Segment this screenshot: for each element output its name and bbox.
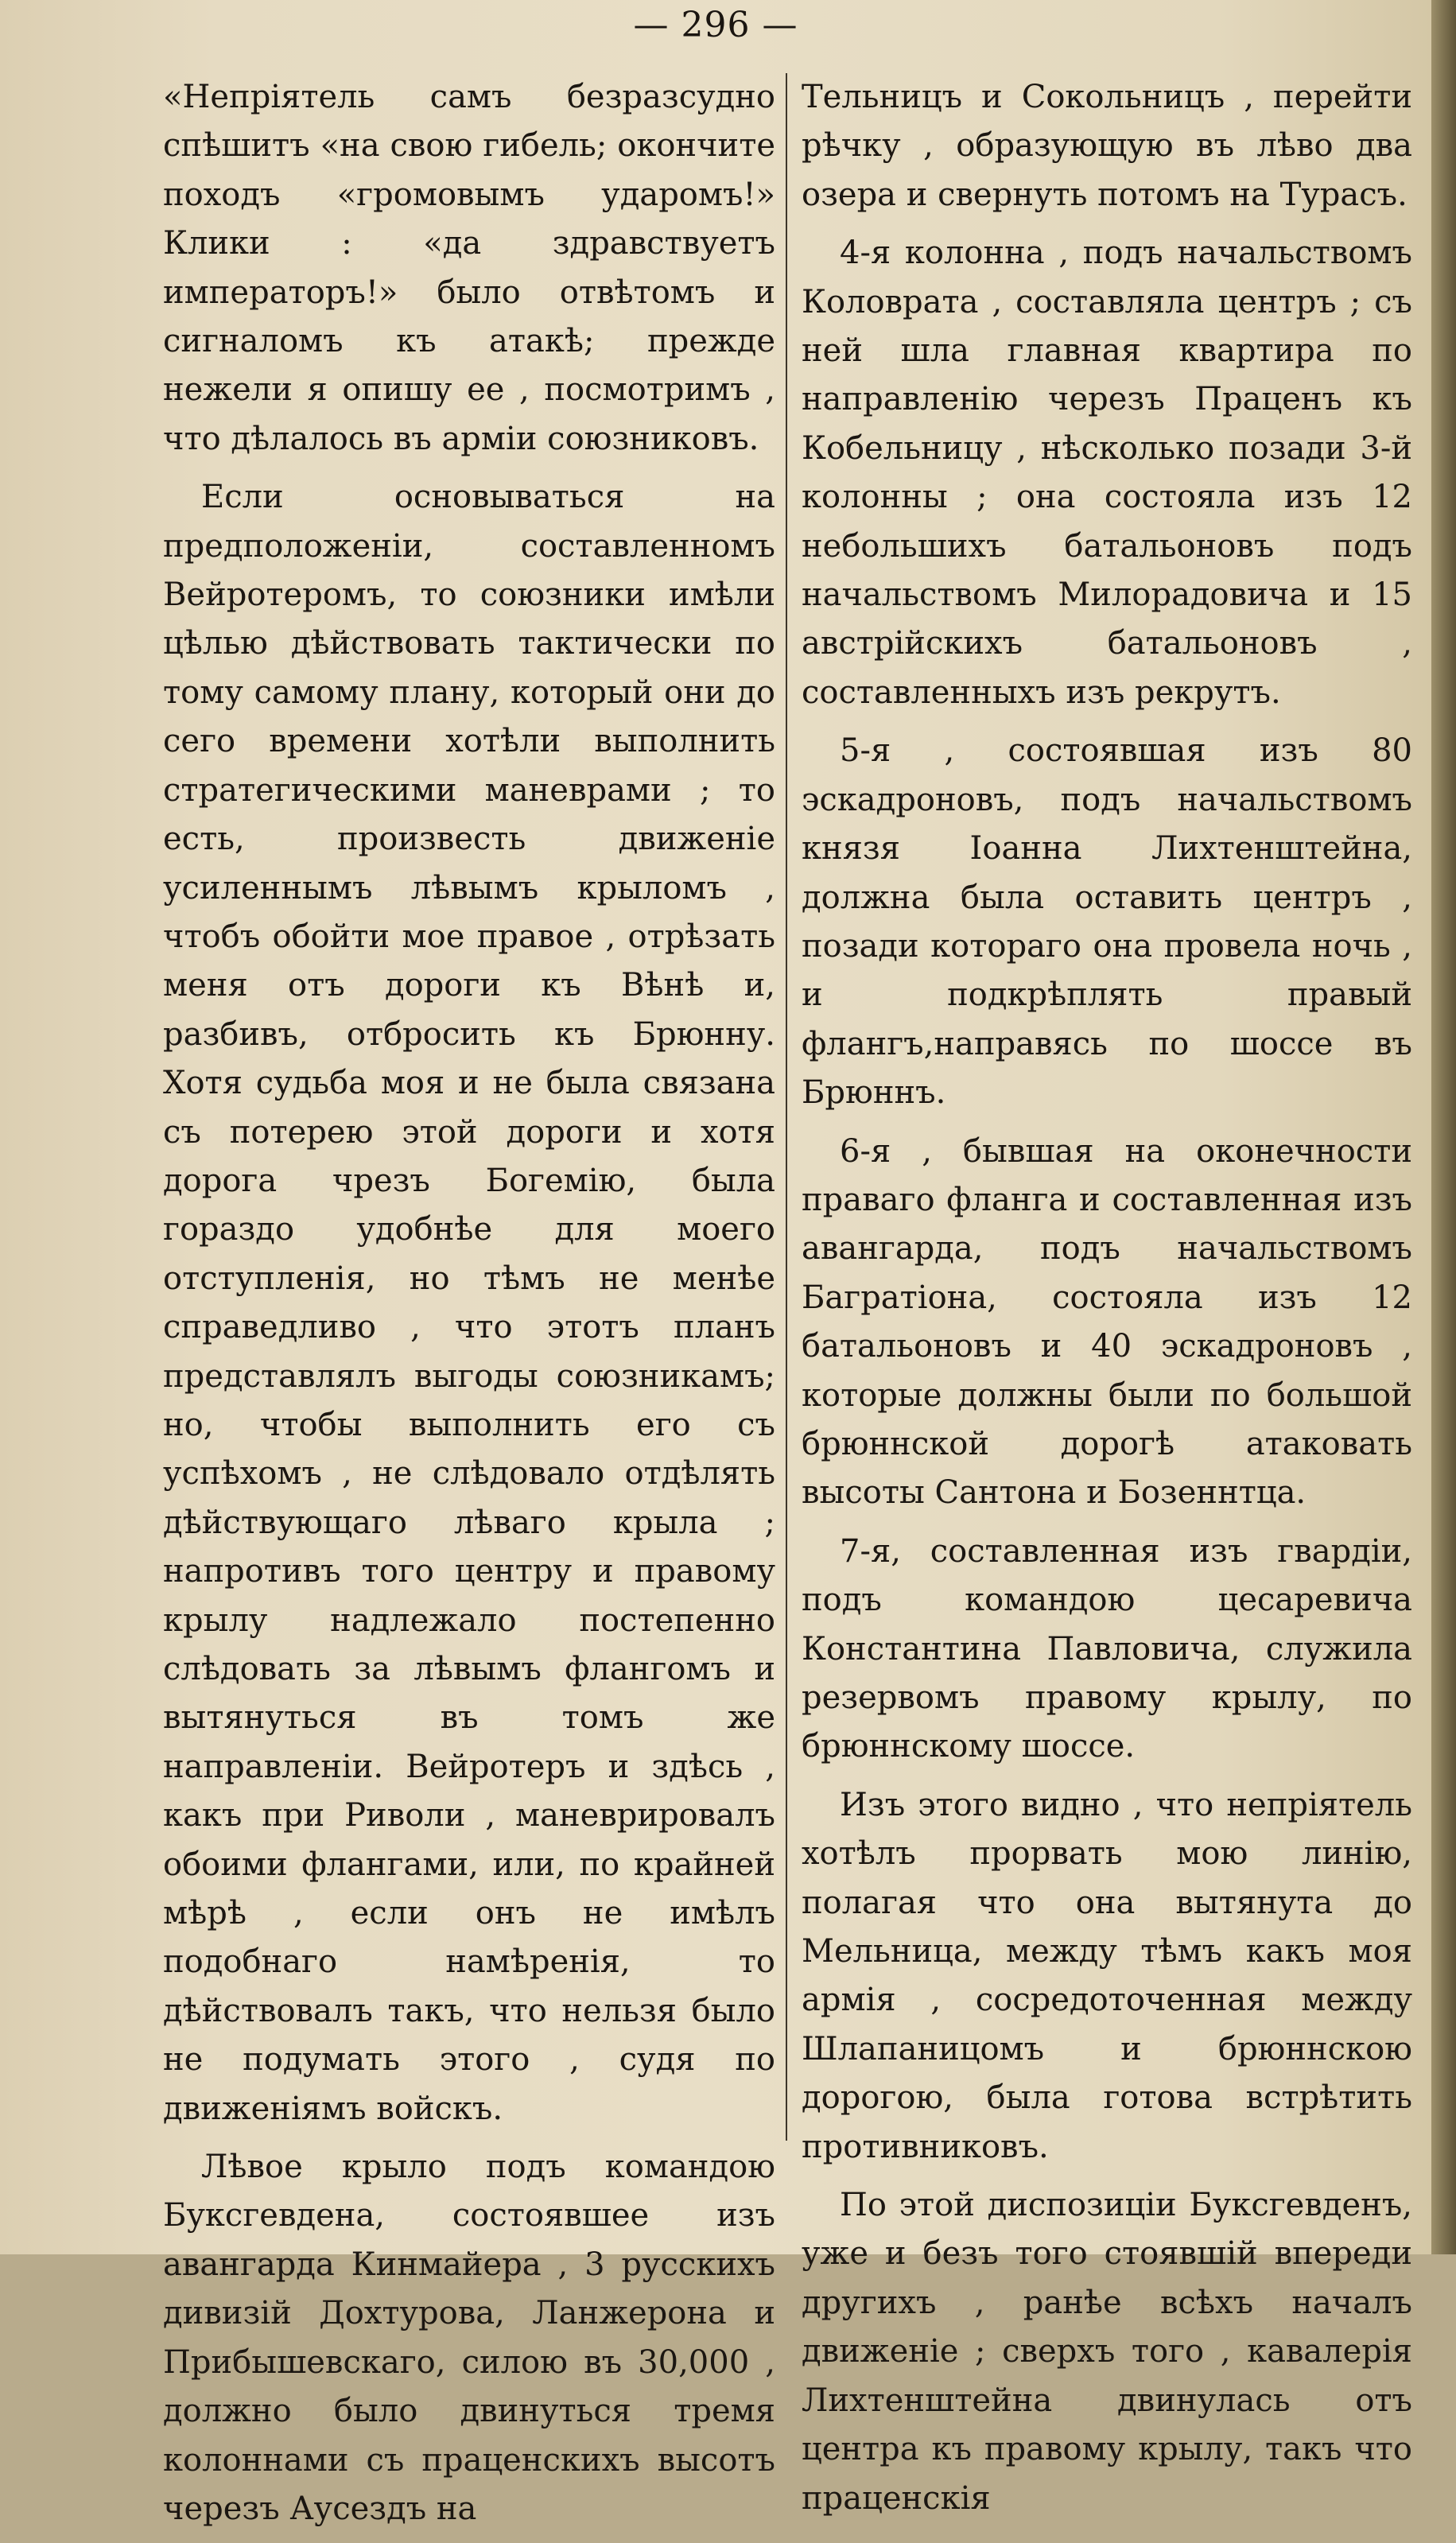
paragraph: 4-я колонна , подъ начальствомъ Коловрата , составляла центръ ; съ ней шла главная квартира по направленію черезъ Праценъ къ Кобельницу , нѣсколько позади 3-й колонны ; она состояла изъ 12 небольшихъ батальоновъ подъ начальствомъ Милорадовича и 15 австрійскихъ батальоновъ , составленныхъ изъ рекрутъ. — [802, 235, 1412, 711]
paragraph: «Непріятель самъ безразсудно спѣшитъ «на свою гибель; окончите походъ «громовымъ ударомъ!» Клики : «да здравствуетъ императоръ!» было отвѣтомъ и сигналомъ къ атакѣ; прежде нежели я опишу ее , посмотримъ , что дѣлалось въ арміи союзниковъ. — [163, 79, 775, 457]
book-spine-edge — [1431, 0, 1456, 2254]
paragraph: Изъ этого видно , что непріятель хотѣлъ прорвать мою линію, полагая что она вытянута до Мельница, между тѣмъ какъ моя армія , сосредоточенная между Шлапаницомъ и брюннскою дорогою, была готова встрѣтить противниковъ. — [802, 1786, 1412, 2165]
right-column — [802, 73, 1412, 2533]
paragraph: Тельницъ и Сокольницъ , перейти рѣчку , образующую въ лѣво два озера и свернуть потомъ на Турасъ. — [802, 79, 1412, 213]
paragraph: По этой диспозиціи Буксгевденъ, уже и безъ того стоявшій впереди другихъ , ранѣе всѣхъ началъ движеніе ; сверхъ того , кавалерія Лихтенштейна двинулась отъ центра къ правому крылу, такъ что праценскія — [802, 2187, 1412, 2517]
page-number: — 296 — — [633, 5, 798, 45]
column-divider — [786, 73, 787, 2141]
paragraph: Если основываться на предположеніи, составленномъ Вейротеромъ, то союзники имѣли цѣлью дѣйствовать тактически по тому самому плану, который они до сего времени хотѣли выполнить стратегическими маневрами ; то есть, произвесть движеніе усиленнымъ лѣвымъ крыломъ , чтобъ обойти мое правое , отрѣзать меня отъ дороги къ Вѣнѣ и, разбивъ, отбросить къ Брюнну. Хотя судьба моя и не была связана съ потерею этой дороги и хотя дорога чрезъ Богемію, была гораздо удобнѣе для моего отступленія, но тѣмъ не менѣе справедливо , что этотъ планъ представлялъ выгоды союзникамъ; но, чтобы выполнить его съ успѣхомъ , не слѣдовало отдѣлять дѣйствующаго лѣваго крыла ; напротивъ того центру и правому крылу надлежало постепенно слѣдовать за лѣвымъ флангомъ и вытянуться въ томъ же направленіи. Вейротеръ и здѣсь , какъ при Риволи , маневрировалъ обоими флангами, или, по крайней мѣрѣ , если онъ не имѣлъ подобнаго намѣренія, то дѣйствовалъ такъ, что нельзя было не подумать этого , судя по движеніямъ войскъ. — [163, 479, 775, 2127]
paragraph: Лѣвое крыло подъ командою Буксгевдена, состоявшее изъ авангарда Кинмайера , 3 русскихъ дивизій Дохтурова, Ланжерона и Прибышевскаго, силою въ 30,000 , должно было двинуться тремя колоннами съ праценскихъ высотъ черезъ Аусездъ на — [163, 2149, 775, 2527]
paragraph: 6-я , бывшая на оконечности праваго фланга и составленная изъ авангарда, подъ начальствомъ Багратіона, состояла изъ 12 батальоновъ и 40 эскадроновъ , которые должны были по большой брюннской дорогѣ атаковать высоты Сантона и Бозеннтца. — [802, 1132, 1412, 1512]
paragraph: 5-я , состоявшая изъ 80 эскадроновъ, подъ начальствомъ князя Іоанна Лихтенштейна, должна была оставить центръ , позади котораго она провела ночь , и подкрѣплять правый флангъ,направясь по шоссе въ Брюннъ. — [802, 732, 1412, 1112]
left-column — [163, 73, 775, 2543]
paragraph: 7-я, составленная изъ гвардіи, подъ командою цесаревича Константина Павловича, служила резервомъ правому крылу, по брюннскому шоссе. — [802, 1532, 1412, 1765]
